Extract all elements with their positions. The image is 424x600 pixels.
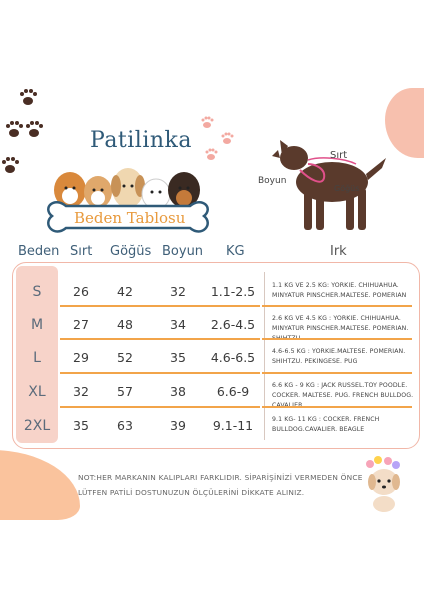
chest-cell: 52 [117,350,133,365]
kg-cell: 1.1-2.5 [210,284,256,299]
breed-cell: 4.6-6.5 KG : YORKIE.MALTESE. POMERIAN. SHIHTZU. PEKINGESE. PUG [272,348,406,365]
paw-prints-pink [195,112,245,167]
chest-cell: 48 [117,317,133,332]
kg-cell: 6.6-9 [216,384,250,399]
header-kg: KG [226,244,245,259]
row-divider [60,338,260,340]
neck-cell: 39 [170,418,186,433]
breed-cell: 9.1 KG- 11 KG : COCKER. FRENCH BULLDOG.CAVALIER. BEAGLE [272,416,380,433]
row-divider-breed [262,338,412,340]
size-cell: S [32,284,42,300]
kg-cell: 9.1-11 [212,418,254,433]
header-chest: Göğüs [110,244,152,259]
kg-cell: 2.6-4.5 [210,317,256,332]
back-cell: 29 [73,350,89,365]
dog-with-flowers-illustration [362,456,406,512]
chest-cell: 63 [117,418,133,433]
back-cell: 26 [73,284,89,299]
row-divider-breed [262,305,412,307]
diagram-label-chest: Göğüs [334,184,360,193]
row-divider [60,305,260,307]
diagram-label-back: Sırt [330,150,348,161]
neck-cell: 34 [170,317,186,332]
breed-separator [264,272,265,440]
dog-measurement-diagram [270,130,390,240]
chest-cell: 42 [117,284,133,299]
back-cell: 35 [73,418,89,433]
top-right-peach-blob [385,88,424,158]
breed-cell: 2.6 KG VE 4.5 KG : YORKIE. CHIHUAHUA. MINYATUR PINSCHER.MALTESE. POMERIAN. [272,315,409,332]
footer-note: NOT:HER MARKANIN KALIPLARI FARKLIDIR. SİPARİŞİNİZİ VERMEDEN ÖNCE LÜTFEN PATİLİ DOSTUNUZUN ÖLÇÜLERİNİ DİKKATE ALINIZ. [78,473,363,497]
header-back: Sırt [70,244,93,259]
bottom-left-peach-blob [0,450,80,520]
size-cell: 2XL [23,418,51,434]
size-cell: L [33,350,41,366]
size-cell: M [30,317,44,333]
kg-cell: 4.6-6.5 [210,350,256,365]
size-cell: XL [28,384,46,400]
neck-cell: 32 [170,284,186,299]
breed-cell: 1.1 KG VE 2.5 KG: YORKIE. CHIHUAHUA. MINYATUR PINSCHER.MALTESE. POMERIAN [272,282,407,299]
header-size: Beden [18,244,60,259]
chest-cell: 57 [117,384,133,399]
diagram-label-neck: Boyun [258,176,287,186]
back-cell: 27 [73,317,89,332]
row-divider [60,372,260,374]
header-breed: Irk [330,244,347,259]
row-divider-breed [262,372,412,374]
brand-name: Patilinka [90,128,192,153]
header-neck: Boyun [162,244,204,259]
back-cell: 32 [73,384,89,399]
neck-cell: 38 [170,384,186,399]
breed-cell: 6.6 KG - 9 KG : JACK RUSSEL.TOY POODLE. COCKER. MALTESE. PUG. FRENCH BULLDOG. [272,382,414,399]
row-divider-breed [262,406,412,408]
bone-title: Beden Tablosu [74,209,186,227]
neck-cell: 35 [170,350,186,365]
row-divider [60,406,260,408]
